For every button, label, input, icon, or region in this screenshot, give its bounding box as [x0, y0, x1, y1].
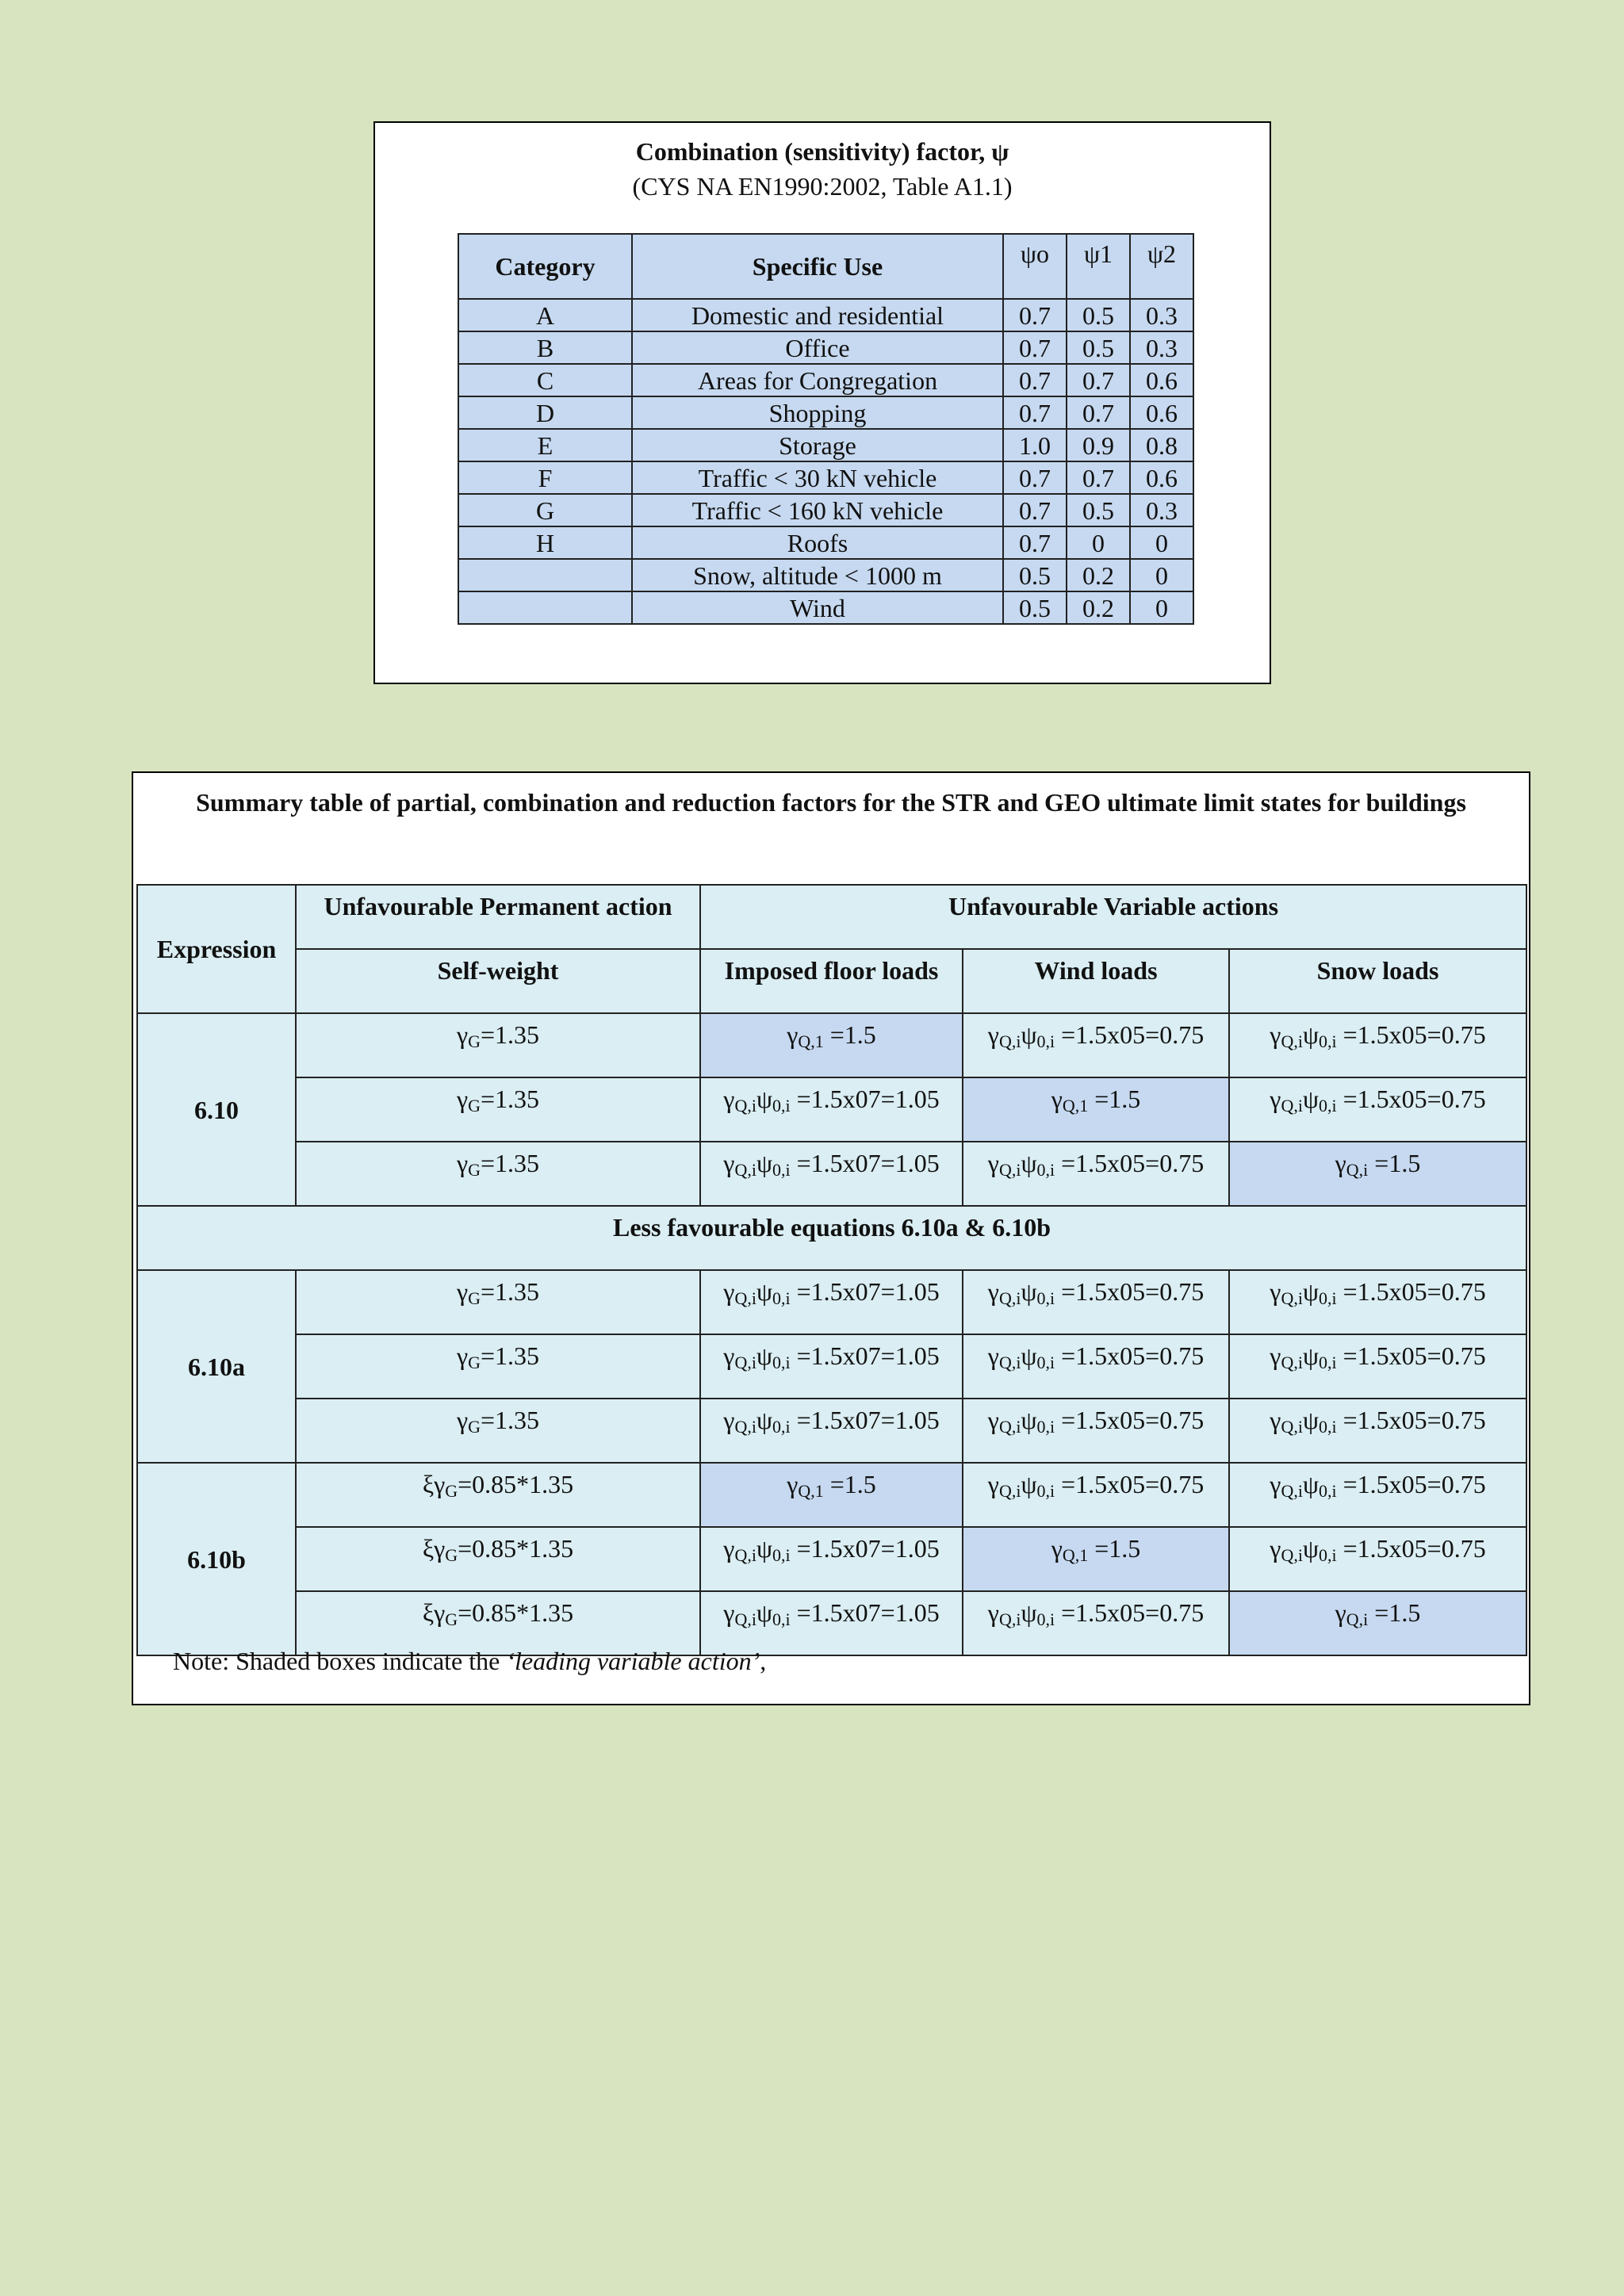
cell-category: H	[458, 526, 632, 559]
table-row	[458, 331, 1193, 364]
cell-psi-1: 0.5	[1067, 331, 1130, 364]
summary-subheader-row	[137, 949, 1526, 1013]
cell-wind: $\gamma_{Q,i}\psi_{0,i} =1.5x05=0.75$	[963, 1334, 1229, 1399]
summary-factors-box	[132, 771, 1530, 1705]
cell-wind: $\gamma_{Q,i}\psi_{0,i} =1.5x05=0.75$	[963, 1399, 1229, 1463]
cell-snow: $\gamma_{Q,i}\psi_{0,i} =1.5x05=0.75$	[1229, 1270, 1526, 1334]
cell-specific-use: Roofs	[632, 526, 1003, 559]
cell-snow: $\gamma_{Q,i} =1.5$	[1229, 1142, 1526, 1206]
cell-psi-2: 0.3	[1130, 331, 1193, 364]
cell-category: D	[458, 396, 632, 429]
cell-category: E	[458, 429, 632, 461]
cell-psi-2: 0	[1130, 591, 1193, 624]
cell-snow: $\gamma_{Q,i}\psi_{0,i} =1.5x05=0.75$	[1229, 1399, 1526, 1463]
cell-psi-2: 0.3	[1130, 494, 1193, 526]
cell-snow: $\gamma_{Q,i}\psi_{0,i} =1.5x05=0.75$	[1229, 1334, 1526, 1399]
note-suffix: ,	[760, 1647, 767, 1675]
table-row	[137, 1399, 1526, 1463]
expression-label: 6.10	[137, 1013, 296, 1206]
cell-self-weight: $\gamma_G=1.35$	[296, 1013, 700, 1077]
cell-category	[458, 591, 632, 624]
header-wind-loads: Wind loads	[963, 949, 1229, 1013]
cell-specific-use: Office	[632, 331, 1003, 364]
combination-factor-title: Combination (sensitivity) factor, ψ	[635, 137, 1009, 166]
header-permanent-action: Unfavourable Permanent action	[296, 885, 700, 949]
cell-self-weight: $\gamma_G=1.35$	[296, 1077, 700, 1142]
table-row	[458, 526, 1193, 559]
cell-imposed: $\gamma_{Q,1} =1.5$	[700, 1463, 963, 1527]
table-row	[458, 429, 1193, 461]
cell-self-weight: $\xi\gamma_G=0.85*1.35$	[296, 1463, 700, 1527]
header-imposed-floor-loads: Imposed floor loads	[700, 949, 963, 1013]
cell-wind: $\gamma_{Q,1} =1.5$	[963, 1077, 1229, 1142]
header-self-weight: Self-weight	[296, 949, 700, 1013]
header-specific-use: Specific Use	[632, 234, 1003, 299]
psi-table-header-row	[458, 234, 1193, 299]
combination-factor-box	[373, 121, 1271, 684]
cell-category: F	[458, 461, 632, 494]
header-variable-actions: Unfavourable Variable actions	[700, 885, 1526, 949]
cell-psi-2: 0.6	[1130, 396, 1193, 429]
cell-specific-use: Snow, altitude < 1000 m	[632, 559, 1003, 591]
cell-self-weight: $\gamma_G=1.35$	[296, 1399, 700, 1463]
cell-imposed: $\gamma_{Q,i}\psi_{0,i} =1.5x07=1.05$	[700, 1142, 963, 1206]
section-heading: Less favourable equations 6.10a & 6.10b	[137, 1206, 1526, 1270]
cell-imposed: $\gamma_{Q,i}\psi_{0,i} =1.5x07=1.05$	[700, 1399, 963, 1463]
table-row	[137, 1270, 1526, 1334]
cell-psi-1: 0.7	[1067, 461, 1130, 494]
cell-psi-0: 0.7	[1003, 494, 1067, 526]
cell-psi-1: 0.2	[1067, 591, 1130, 624]
cell-self-weight: $\gamma_G=1.35$	[296, 1334, 700, 1399]
psi-factor-table	[458, 233, 1194, 625]
header-category: Category	[458, 234, 632, 299]
combination-factor-subtitle: (CYS NA EN1990:2002, Table A1.1)	[632, 172, 1013, 201]
table-row	[137, 1463, 1526, 1527]
cell-psi-2: 0	[1130, 559, 1193, 591]
cell-self-weight: $\gamma_G=1.35$	[296, 1270, 700, 1334]
cell-wind: $\gamma_{Q,i}\psi_{0,i} =1.5x05=0.75$	[963, 1142, 1229, 1206]
cell-self-weight: $\xi\gamma_G=0.85*1.35$	[296, 1591, 700, 1655]
table-row	[137, 1527, 1526, 1591]
cell-category: G	[458, 494, 632, 526]
note-italic-text: ‘leading variable action’	[506, 1647, 760, 1675]
cell-specific-use: Areas for Congregation	[632, 364, 1003, 396]
cell-psi-1: 0.7	[1067, 364, 1130, 396]
table-row	[458, 299, 1193, 331]
table-row	[458, 461, 1193, 494]
cell-psi-0: 1.0	[1003, 429, 1067, 461]
expression-label: 6.10a	[137, 1270, 296, 1463]
table-row	[137, 1334, 1526, 1399]
table-row	[137, 1013, 1526, 1077]
cell-specific-use: Shopping	[632, 396, 1003, 429]
cell-specific-use: Domestic and residential	[632, 299, 1003, 331]
table-row	[458, 494, 1193, 526]
cell-imposed: $\gamma_{Q,i}\psi_{0,i} =1.5x07=1.05$	[700, 1077, 963, 1142]
cell-wind: $\gamma_{Q,i}\psi_{0,i} =1.5x05=0.75$	[963, 1270, 1229, 1334]
shading-note	[173, 1645, 766, 1677]
cell-imposed: $\gamma_{Q,1} =1.5$	[700, 1013, 963, 1077]
cell-specific-use: Traffic < 160 kN vehicle	[632, 494, 1003, 526]
cell-wind: $\gamma_{Q,i}\psi_{0,i} =1.5x05=0.75$	[963, 1013, 1229, 1077]
cell-psi-0: 0.7	[1003, 396, 1067, 429]
cell-category: C	[458, 364, 632, 396]
cell-wind: $\gamma_{Q,i}\psi_{0,i} =1.5x05=0.75$	[963, 1591, 1229, 1655]
cell-wind: $\gamma_{Q,1} =1.5$	[963, 1527, 1229, 1591]
cell-psi-1: 0.2	[1067, 559, 1130, 591]
cell-psi-1: 0.9	[1067, 429, 1130, 461]
cell-psi-0: 0.7	[1003, 364, 1067, 396]
cell-imposed: $\gamma_{Q,i}\psi_{0,i} =1.5x07=1.05$	[700, 1527, 963, 1591]
section-row	[137, 1206, 1526, 1270]
header-psi-0: ψo	[1003, 234, 1067, 299]
cell-self-weight: $\xi\gamma_G=0.85*1.35$	[296, 1527, 700, 1591]
summary-table-title: Summary table of partial, combination and reduction factors for the STR and GEO ultimate limit states for buildings	[196, 788, 1466, 817]
cell-imposed: $\gamma_{Q,i}\psi_{0,i} =1.5x07=1.05$	[700, 1591, 963, 1655]
header-psi-1: ψ1	[1067, 234, 1130, 299]
cell-psi-1: 0	[1067, 526, 1130, 559]
header-expression: Expression	[137, 885, 296, 1013]
table-row	[458, 591, 1193, 624]
cell-snow: $\gamma_{Q,i}\psi_{0,i} =1.5x05=0.75$	[1229, 1077, 1526, 1142]
cell-psi-2: 0.6	[1130, 461, 1193, 494]
cell-imposed: $\gamma_{Q,i}\psi_{0,i} =1.5x07=1.05$	[700, 1334, 963, 1399]
cell-category	[458, 559, 632, 591]
summary-header-row	[137, 885, 1526, 949]
expression-label: 6.10b	[137, 1463, 296, 1655]
header-snow-loads: Snow loads	[1229, 949, 1526, 1013]
cell-specific-use: Storage	[632, 429, 1003, 461]
note-text: Note: Shaded boxes indicate the	[173, 1647, 507, 1675]
cell-specific-use: Traffic < 30 kN vehicle	[632, 461, 1003, 494]
table-row	[458, 364, 1193, 396]
cell-self-weight: $\gamma_G=1.35$	[296, 1142, 700, 1206]
cell-wind: $\gamma_{Q,i}\psi_{0,i} =1.5x05=0.75$	[963, 1463, 1229, 1527]
cell-snow: $\gamma_{Q,i}\psi_{0,i} =1.5x05=0.75$	[1229, 1463, 1526, 1527]
cell-category: A	[458, 299, 632, 331]
cell-snow: $\gamma_{Q,i} =1.5$	[1229, 1591, 1526, 1655]
table-row	[137, 1077, 1526, 1142]
cell-psi-0: 0.7	[1003, 461, 1067, 494]
cell-psi-0: 0.7	[1003, 299, 1067, 331]
cell-psi-2: 0.8	[1130, 429, 1193, 461]
cell-psi-1: 0.5	[1067, 494, 1130, 526]
cell-psi-1: 0.7	[1067, 396, 1130, 429]
header-psi-2: ψ2	[1130, 234, 1193, 299]
cell-psi-1: 0.5	[1067, 299, 1130, 331]
table-row	[458, 559, 1193, 591]
table-row	[458, 396, 1193, 429]
summary-factors-table	[136, 884, 1527, 1656]
table-row	[137, 1142, 1526, 1206]
cell-imposed: $\gamma_{Q,i}\psi_{0,i} =1.5x07=1.05$	[700, 1270, 963, 1334]
cell-psi-2: 0	[1130, 526, 1193, 559]
cell-specific-use: Wind	[632, 591, 1003, 624]
cell-category: B	[458, 331, 632, 364]
cell-psi-0: 0.5	[1003, 559, 1067, 591]
cell-psi-0: 0.7	[1003, 331, 1067, 364]
cell-snow: $\gamma_{Q,i}\psi_{0,i} =1.5x05=0.75$	[1229, 1527, 1526, 1591]
cell-psi-0: 0.7	[1003, 526, 1067, 559]
cell-snow: $\gamma_{Q,i}\psi_{0,i} =1.5x05=0.75$	[1229, 1013, 1526, 1077]
cell-psi-2: 0.6	[1130, 364, 1193, 396]
cell-psi-2: 0.3	[1130, 299, 1193, 331]
cell-psi-0: 0.5	[1003, 591, 1067, 624]
